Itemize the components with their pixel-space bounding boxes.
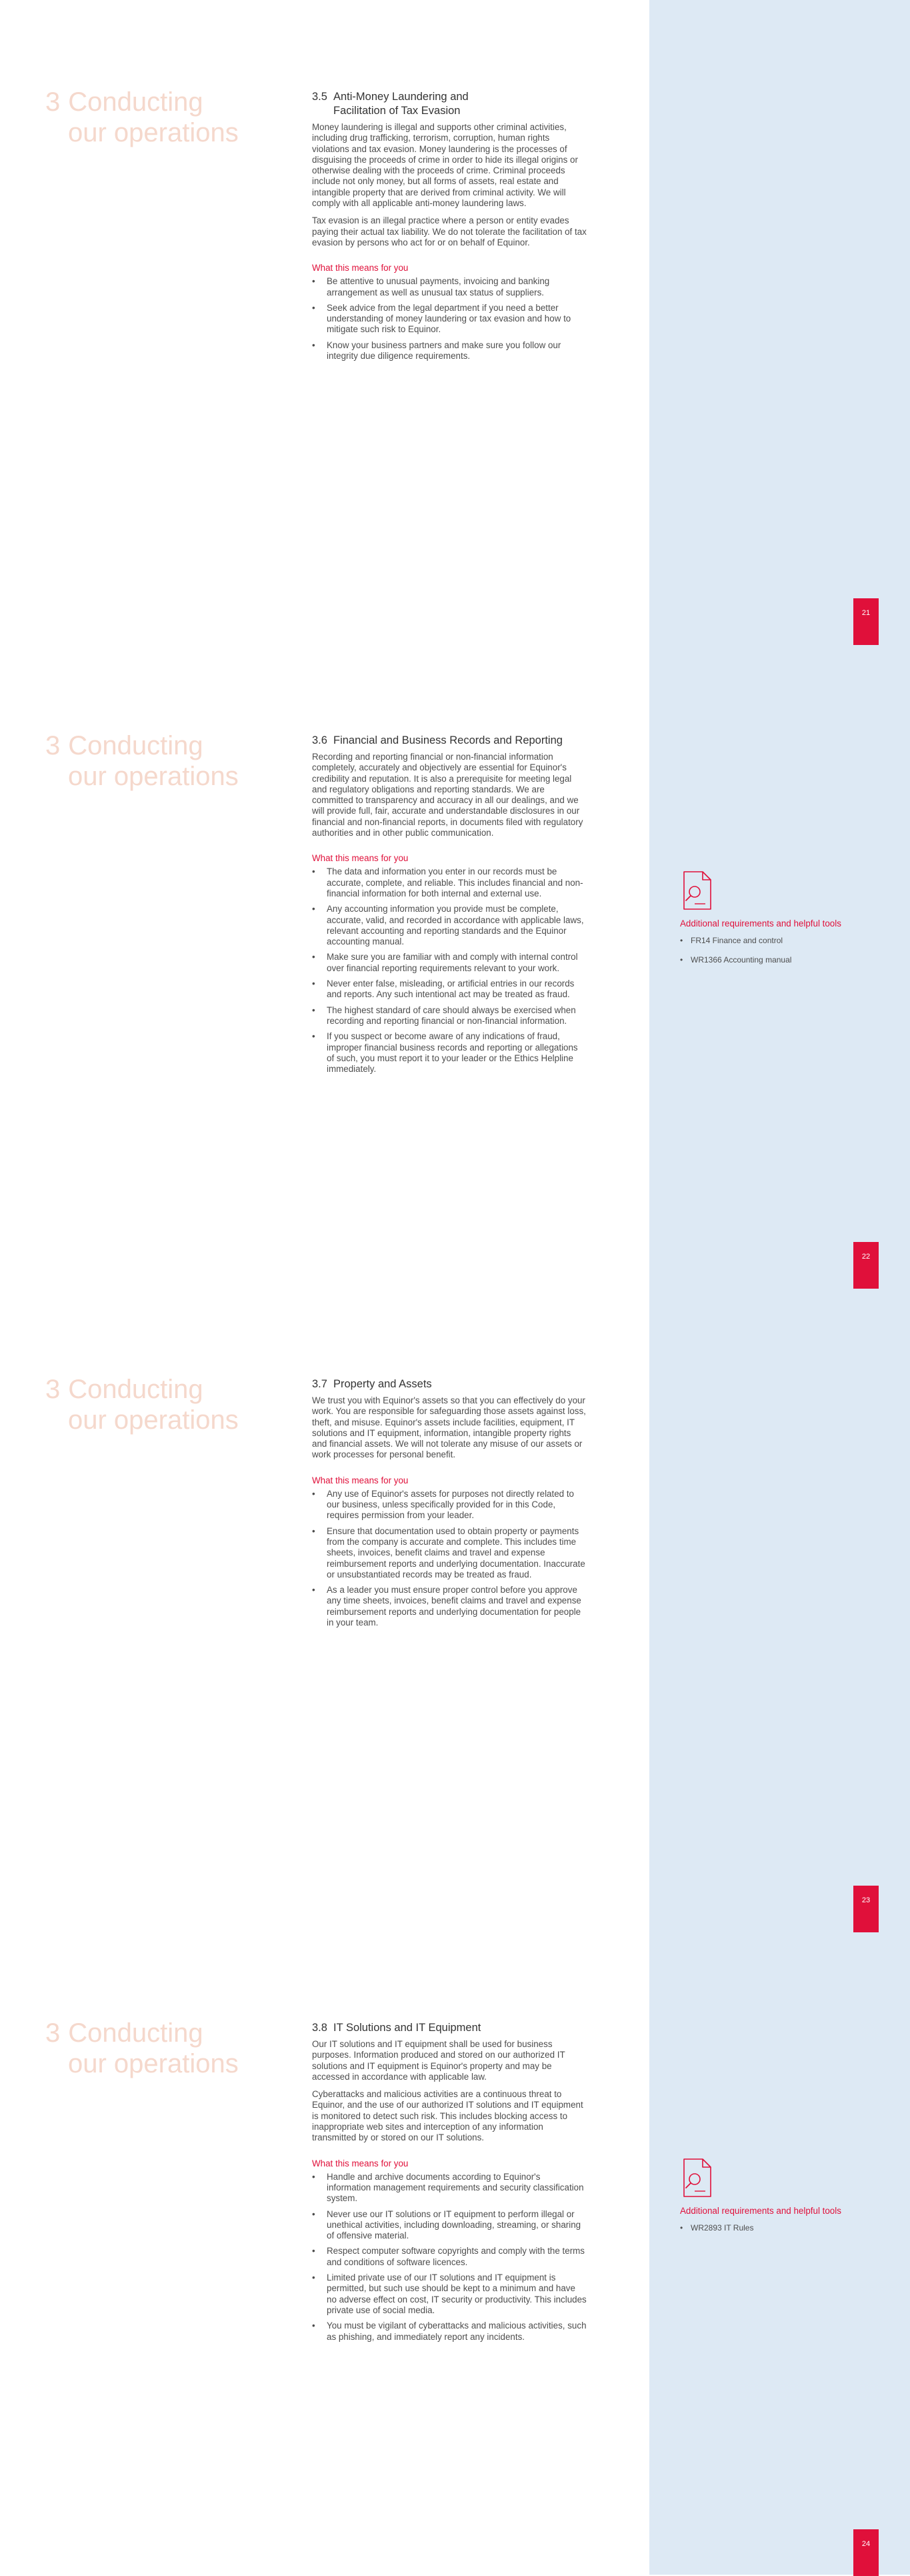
page-number-tab: 21 xyxy=(853,598,879,645)
chapter-title-line2: our operations xyxy=(68,2049,239,2078)
chapter-title xyxy=(45,2018,239,2079)
section-content xyxy=(312,734,587,1079)
chapter-title-line1: Conducting xyxy=(68,1375,203,1404)
tools-title: Additional requirements and helpful tools xyxy=(680,2206,841,2216)
list-item: • You must be vigilant of cyberattacks and malicious activities, such as phishing, and immediately report any incidents. xyxy=(312,2321,587,2343)
body-paragraph: Recording and reporting financial or non-financial information completely, accurately and objectively are essential for Equinor's credibility and reputation. It is also a prerequisite for meeting legal and regulatory obligations and reporting standards. We are committed to transparency and accuracy in all our dealings, and we will provide full, fair, accurate and understandable disclosures in our financial and non-financial reports, in documents filed with regulatory authorities and in other public communication. xyxy=(312,752,583,838)
body-paragraph: Tax evasion is an illegal practice where a person or entity evades paying their actual tax liability. We do not tolerate the facilitation of tax evasion by persons who act for or on behalf of Equinor. xyxy=(312,215,587,247)
list-item: • As a leader you must ensure proper control before you approve any time sheets, invoices, benefit claims and travel and expense reimbursement reports and underlying documentation for people in your team. xyxy=(312,1585,587,1628)
what-this-means-heading: What this means for you xyxy=(312,263,409,273)
tools-item[interactable]: • WR1366 Accounting manual xyxy=(680,955,893,965)
chapter-title-line2: our operations xyxy=(68,1405,239,1435)
chapter-title-line2: our operations xyxy=(68,118,239,147)
tools-title: Additional requirements and helpful tools xyxy=(680,918,841,928)
body-paragraph: Our IT solutions and IT equipment shall be used for business purposes. Information produced and stored on our authorized IT solutions and IT equipment is Equinor's property and may be accessed in accordance with applicable law. xyxy=(312,2039,565,2082)
page-21 xyxy=(0,0,910,644)
list-item: • Any use of Equinor's assets for purposes not directly related to our business, unless specifically provided for in this Code, requires permission from your leader. xyxy=(312,1489,587,1521)
section-number: 3.7 xyxy=(312,1378,327,1390)
tools-item[interactable]: • WR2893 IT Rules xyxy=(680,2223,893,2233)
list-item: • Make sure you are familiar with and comply with internal control over financial reporting requirements relevant to your work. xyxy=(312,952,587,974)
list-item: • Never enter false, misleading, or artificial entries in our records and reports. Any such intentional act may be treated as fraud. xyxy=(312,979,587,1001)
document-search-icon xyxy=(680,2158,713,2198)
section-number: 3.6 xyxy=(312,734,327,746)
tools-list xyxy=(680,2223,893,2233)
chapter-number: 3 xyxy=(45,87,61,117)
chapter-title-line1: Conducting xyxy=(68,2018,203,2048)
document-search-icon xyxy=(680,870,713,910)
helpful-tools-box xyxy=(680,870,893,975)
what-this-means-heading: What this means for you xyxy=(312,1475,409,1485)
what-this-means-heading: What this means for you xyxy=(312,853,409,864)
bullet-list xyxy=(312,2172,587,2343)
list-item: • Know your business partners and make sure you follow our integrity due diligence requirements. xyxy=(312,340,587,362)
bullet-list xyxy=(312,866,587,1075)
list-item: • If you suspect or become aware of any indications of fraud, improper financial business records and reporting or allegations of such, you must report it to your leader or the Ethics Helpline immediately. xyxy=(312,1031,587,1075)
page-24 xyxy=(0,1931,910,2575)
section-content xyxy=(312,90,587,366)
page-number-tab: 24 xyxy=(853,2529,879,2576)
page-number-tab: 22 xyxy=(853,1242,879,1289)
list-item: • Never use our IT solutions or IT equipment to perform illegal or unethical activities, including downloading, streaming, or sharing of offensive material. xyxy=(312,2209,587,2242)
tools-list xyxy=(680,936,893,965)
helpful-tools-box xyxy=(680,2158,893,2242)
list-item: • Ensure that documentation used to obtain property or payments from the company is accurate and complete. This includes time sheets, invoices, benefit claims and travel and expense reimbursement reports and underlying documentation. Inaccurate or unsubstantiated records may be treated as fraud. xyxy=(312,1526,587,1580)
section-number: 3.5 xyxy=(312,91,327,103)
list-item: • Respect computer software copyrights and comply with the terms and conditions of software licences. xyxy=(312,2246,587,2268)
bullet-list xyxy=(312,276,587,362)
section-title xyxy=(312,734,587,748)
chapter-title xyxy=(45,730,239,792)
list-item: • Limited private use of our IT solutions and IT equipment is permitted, but such use should be kept to a minimum and have no adverse effect on cost, IT security or productivity. This includes private use of social media. xyxy=(312,2273,587,2316)
chapter-number: 3 xyxy=(45,731,61,760)
section-heading: IT Solutions and IT Equipment xyxy=(333,2022,481,2034)
list-item: • Any accounting information you provide must be complete, accurate, valid, and recorded in accordance with applicable laws, relevant accounting and reporting standards and the Equinor accounting manual. xyxy=(312,904,587,947)
section-title xyxy=(312,90,587,118)
page-number-tab: 23 xyxy=(853,1886,879,1932)
body-paragraph: We trust you with Equinor's assets so that you can effectively do your work. You are responsible for safeguarding those assets against loss, theft, and misuse. Equinor's assets include facilities, equipment, IT solutions and IT equipment, information, intangible property rights and financial assets. We will not tolerate any misuse of our assets or work processes for personal benefit. xyxy=(312,1395,586,1460)
section-title xyxy=(312,1377,587,1391)
list-item: • The highest standard of care should always be exercised when recording and reporting financial or non-financial information. xyxy=(312,1005,587,1027)
list-item: • Seek advice from the legal department if you need a better understanding of money laundering or tax evasion and how to mitigate such risk to Equinor. xyxy=(312,303,587,336)
section-content xyxy=(312,1377,587,1633)
list-item: • Handle and archive documents according to Equinor's information management requirements and security classification system. xyxy=(312,2172,587,2204)
chapter-title xyxy=(45,87,239,148)
chapter-title-line1: Conducting xyxy=(68,731,203,760)
page-22 xyxy=(0,644,910,1287)
list-item: • The data and information you enter in our records must be accurate, complete, and reliable. This includes financial and non- financial information for both internal and external use. xyxy=(312,866,587,899)
chapter-number: 3 xyxy=(45,1375,61,1404)
chapter-title xyxy=(45,1374,239,1435)
bullet-list xyxy=(312,1489,587,1629)
section-heading: Anti-Money Laundering and Facilitation of Tax Evasion xyxy=(333,91,469,117)
chapter-title-line1: Conducting xyxy=(68,87,203,117)
section-content xyxy=(312,2021,587,2347)
section-title xyxy=(312,2021,587,2035)
section-heading: Financial and Business Records and Reporting xyxy=(333,734,563,746)
section-number: 3.8 xyxy=(312,2022,327,2034)
section-heading: Property and Assets xyxy=(333,1378,432,1390)
page-23 xyxy=(0,1287,910,1931)
what-this-means-heading: What this means for you xyxy=(312,2158,409,2168)
list-item: • Be attentive to unusual payments, invoicing and banking arrangement as well as unusual tax status of suppliers. xyxy=(312,276,587,298)
body-paragraph: Money laundering is illegal and supports other criminal activities, including drug trafficking, terrorism, corruption, human rights violations and tax evasion. Money laundering is the processes of disguising the proceeds of crime in order to hide its illegal origins or otherwise dealing with the proceeds of crime. Criminal proceeds include not only money, but all forms of assets, real estate and intangible property that are derived from criminal activity. We will comply with all applicable anti-money laundering laws. xyxy=(312,122,578,209)
tools-item[interactable]: • FR14 Finance and control xyxy=(680,936,893,946)
chapter-title-line2: our operations xyxy=(68,762,239,791)
body-paragraph: Cyberattacks and malicious activities are a continuous threat to Equinor, and the use of our authorized IT solutions and IT equipment is monitored to detect such risk. This includes blocking access to inappropriate web sites and interception of any information transmitted by or stored on our IT solutions. xyxy=(312,2089,583,2143)
chapter-number: 3 xyxy=(45,2018,61,2048)
